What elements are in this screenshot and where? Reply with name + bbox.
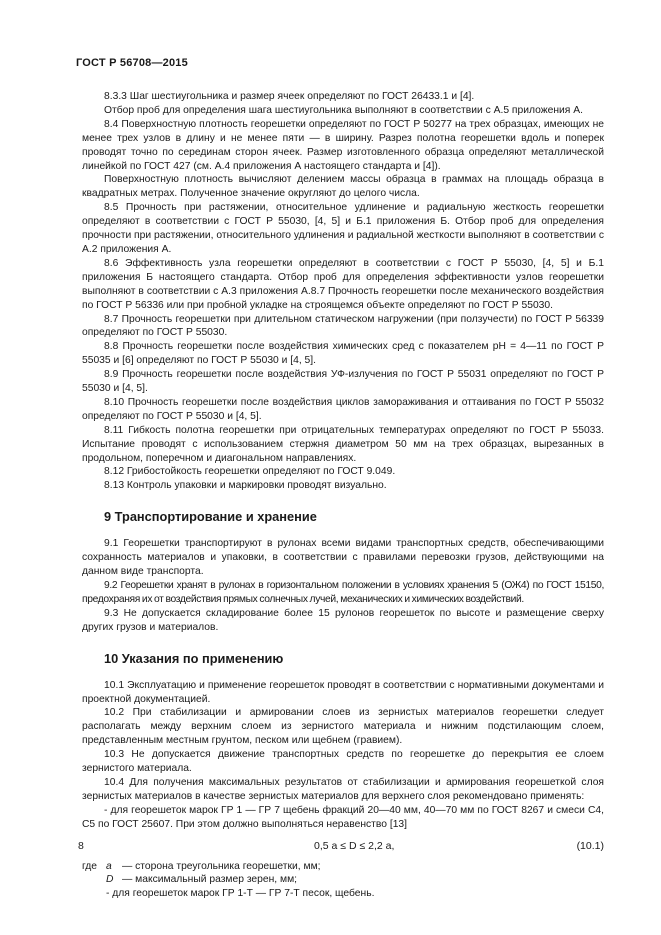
legend-text-d: — максимальный размер зерен, мм; [122, 874, 298, 886]
paragraph-9-3: 9.3 Не допускается складирование более 15 рулонов георешеток по высоте и размещение сверху других грузов и материалов. [82, 607, 604, 633]
page-number: 8 [78, 840, 84, 852]
paragraph-10-4-sand: - для георешеток марок ГР 1-Т — ГР 7-Т песок, щебень. [106, 888, 375, 900]
paragraph-8-4: 8.4 Поверхностную плотность георешетки определяют по ГОСТ Р 50277 на трех образцах, имеющих не менее трех узлов в длину и не менее пяти — в ширину. Разрез полотна георешетки вдоль и поперек проводят точно по серединам сторон ячеек. Размер изготовленного образца определяют металлической линейкой по ГОСТ 427 (см. А.4 приложения А настоящего стандарта и [4]). [82, 118, 604, 172]
paragraph-10-4-gravel: - для георешеток марок ГР 1 — ГР 7 щебень фракций 20—40 мм, 40—70 мм по ГОСТ 8267 и смеси С4, С5 по ГОСТ 25607. При этом должно выполняться неравенство [13] [82, 804, 604, 830]
paragraph-9-1: 9.1 Георешетки транспортируют в рулонах всеми видами транспортных средств, обеспечивающими сохранность материалов и упаковки, в соответствии с правилами перевозки грузов, действующими на данном виде транспорта. [82, 538, 604, 578]
paragraph-8-13: 8.13 Контроль упаковки и маркировки проводят визуально. [104, 480, 387, 492]
paragraph-8-12: 8.12 Грибостойкость георешетки определяют по ГОСТ 9.049. [104, 466, 396, 478]
formula-number: (10.1) [576, 839, 604, 852]
paragraph-8-8: 8.8 Прочность георешетки после воздействия химических сред с показателем pH = 4—11 по ГОСТ Р 55035 и [6] определяют по ГОСТ Р 55030 и [4, 5]. [82, 341, 604, 367]
legend-symbol-a: a [106, 860, 112, 872]
paragraph-9-2: 9.2 Георешетки хранят в рулонах в горизонтальном положении в условиях хранения 5 (ОЖ4) по ГОСТ 15150, предохраняя их от воздействия прямых солнечных лучей, механических и химических воздействий. [82, 580, 604, 605]
paragraph-10-3: 10.3 Не допускается движение транспортных средств по георешетке до перекрытия ее слоем зернистого материала. [82, 749, 604, 775]
paragraph-10-2: 10.2 При стабилизации и армировании слоев из зернистых материалов георешетки следует располагать между верхним слоем из зернистого материала и нижним подстилающим слоем, представленным местным грунтом, песком или щебнем (гравием). [82, 707, 604, 747]
legend-row-sand [82, 887, 604, 901]
paragraph-8-3-3-sampling: Отбор проб для определения шага шестиугольника выполняют в соответствии с А.5 приложения А. [104, 104, 583, 116]
formula-10-1 [82, 836, 604, 858]
legend-text-a: — сторона треугольника георешетки, мм; [122, 860, 321, 872]
formula-legend [82, 860, 604, 902]
paragraph-8-11: 8.11 Гибкость полотна георешетки при отрицательных температурах определяют по ГОСТ Р 55033. Испытание проводят с использованием стержня диаметром 50 мм на трех образцах, вырезанных в продольном, поперечном и диагональном направлениях. [82, 424, 604, 464]
section-9-heading: 9 Транспортирование и хранение [104, 509, 317, 525]
paragraph-10-1: 10.1 Эксплуатацию и применение георешеток проводят в соответствии с нормативными документами и проектной документацией. [82, 679, 604, 705]
legend-row-a [82, 860, 604, 874]
paragraph-8-10: 8.10 Прочность георешетки после воздействия циклов замораживания и оттаивания по ГОСТ Р 55032 определяют по ГОСТ Р 55030 и [4, 5]. [82, 396, 604, 422]
legend-where-word: где [82, 860, 98, 872]
legend-symbol-d: D [106, 874, 114, 886]
paragraph-8-6: 8.6 Эффективность узла георешетки определяют в соответствии с ГОСТ Р 55030, [4, 5] и Б.1 приложения Б настоящего стандарта. Отбор проб для определения эффективности узлов георешетки выполняют в соответствии с А.3 приложения А.8.7 Прочность георешетки после механического воздействия по ГОСТ Р 56336 или при пробной укладке на строящемся объекте определяют по ГОСТ Р 55030. [82, 257, 604, 311]
section-10-heading: 10 Указания по применению [104, 650, 284, 666]
paragraph-8-9: 8.9 Прочность георешетки после воздействия УФ-излучения по ГОСТ Р 55031 определяют по ГОСТ Р 55030 и [4, 5]. [82, 369, 604, 395]
document-header: ГОСТ Р 56708—2015 [76, 57, 188, 69]
formula-expression: 0,5 a ≤ D ≤ 2,2 a, [314, 839, 395, 852]
paragraph-8-5: 8.5 Прочность при растяжении, относительное удлинение и радиальную жесткость георешетки определяют в соответствии с ГОСТ Р 55030, [4, 5] и Б.1 приложения Б. Отбор проб для определения прочности при растяжении, относительного удлинения и радиальной жесткости выполняют в соответствии с А.2 приложения А. [82, 202, 604, 255]
paragraph-8-3-3: 8.3.3 Шаг шестиугольника и размер ячеек определяют по ГОСТ 26433.1 и [4]. [104, 91, 475, 102]
paragraph-10-4: 10.4 Для получения максимальных результатов от стабилизации и армирования георешеткой слоя зернистых материалов в качестве зернистых материалов для верхнего слоя рекомендовано применять: [82, 776, 604, 802]
paragraph-8-7: 8.7 Прочность георешетки при длительном статическом нагружении (при ползучести) по ГОСТ Р 56339 определяют по ГОСТ Р 55030. [82, 313, 604, 339]
legend-row-d [82, 873, 604, 887]
paragraph-8-4-continued: Поверхностную плотность вычисляют делением массы образца в граммах на площадь образца в квадратных метрах. Полученное значение округляют до целого числа. [82, 174, 604, 200]
document-body [82, 90, 604, 901]
